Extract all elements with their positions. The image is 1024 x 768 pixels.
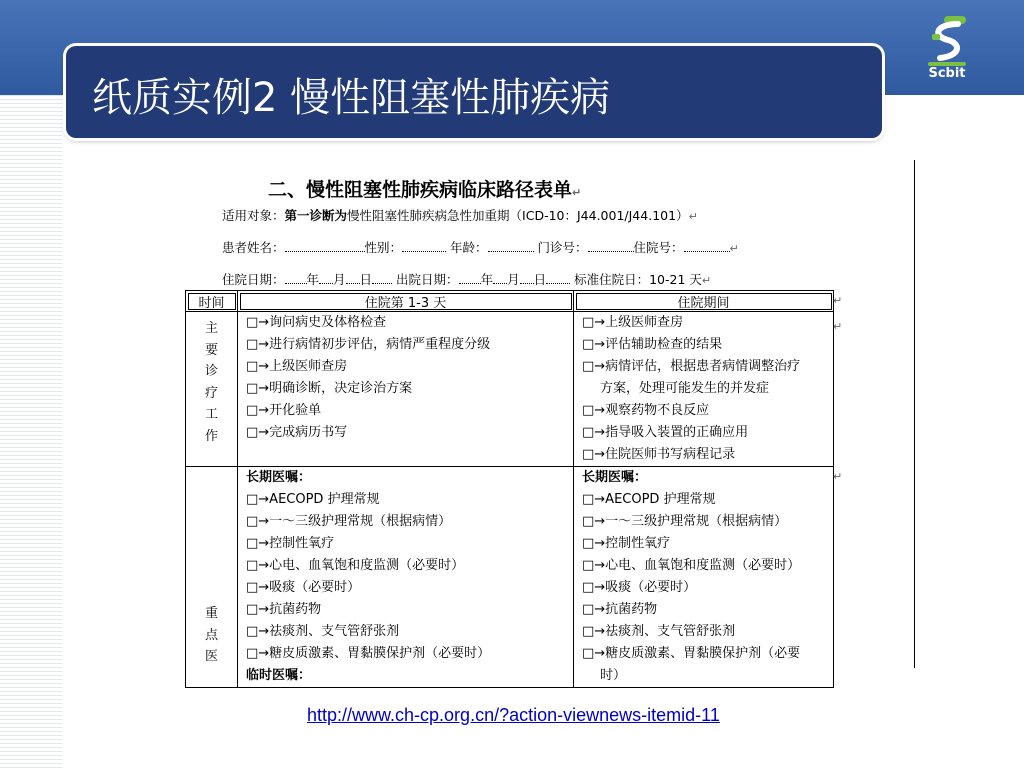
checklist-item: □→控制性氧疗 <box>246 536 335 551</box>
checklist-item: □→祛痰剂、支气管舒张剂 <box>246 624 400 639</box>
header-time: 时间 <box>186 291 238 312</box>
patient-info-line: 患者姓名： 性别： 年龄： 门诊号： 住院号： ↵ <box>222 240 739 255</box>
row-label: 重 点 医 <box>186 467 238 688</box>
orders-section-label: 长期医嘱： <box>246 470 312 485</box>
checklist-item: □→AECOPD 护理常规 <box>246 492 380 507</box>
checklist-item: □→AECOPD 护理常规 <box>582 492 716 507</box>
pathway-table <box>185 290 834 688</box>
orders-section-label: 长期医嘱： <box>582 470 648 485</box>
table-header-row <box>186 291 834 312</box>
checklist-item: □→一～三级护理常规（根据病情） <box>582 514 788 529</box>
paragraph-mark: ↵ <box>833 470 843 483</box>
checklist-item: □→控制性氧疗 <box>582 536 671 551</box>
table-row-key-orders <box>186 467 834 688</box>
table-row-main-work <box>186 312 834 467</box>
logo-mark-icon <box>918 14 976 70</box>
checklist-item: 方案，处理可能发生的并发症 <box>600 381 770 396</box>
checklist-item: □→吸痰（必要时） <box>246 580 361 595</box>
paragraph-mark: ↵ <box>833 320 843 333</box>
checklist-item: □→上级医师查房 <box>246 359 348 374</box>
checklist-item: □→抗菌药物 <box>582 602 658 617</box>
header-day-1-3: 住院第 1-3 天 <box>238 291 574 312</box>
document-heading: 二、慢性阻塞性肺疾病临床路径表单↵ <box>268 179 582 201</box>
checklist-item: □→祛痰剂、支气管舒张剂 <box>582 624 736 639</box>
checklist-item: □→询问病史及体格检查 <box>246 315 387 330</box>
checklist-item: □→上级医师查房 <box>582 315 684 330</box>
left-stripe-decoration <box>0 95 62 768</box>
row-label: 主 要 诊 疗 工 作 <box>186 312 238 467</box>
paragraph-mark: ↵ <box>833 294 843 307</box>
header-stay-period: 住院期间 <box>574 291 834 312</box>
checklist-item: □→病情评估，根据患者病情调整治疗 <box>582 359 801 374</box>
checklist-item: □→完成病历书写 <box>246 425 348 440</box>
checklist-item: □→开化验单 <box>246 403 322 418</box>
checklist-item: □→住院医师书写病程记录 <box>582 447 736 462</box>
main-work-stay <box>574 312 834 467</box>
key-orders-stay <box>574 467 834 688</box>
key-orders-day-1-3 <box>238 467 574 688</box>
checklist-item: □→明确诊断，决定诊治方案 <box>246 381 413 396</box>
date-info-line: 住院日期： 年 月 日 出院日期： 年 月 日 标准住院日：10-21 天↵ <box>222 272 712 287</box>
checklist-item: □→心电、血氧饱和度监测（必要时） <box>582 558 801 573</box>
checklist-item: □→抗菌药物 <box>246 602 322 617</box>
slide-title: 纸质实例2 慢性阻塞性肺疾病 <box>92 75 611 121</box>
checklist-item: □→一～三级护理常规（根据病情） <box>246 514 452 529</box>
checklist-item: □→观察药物不良反应 <box>582 403 710 418</box>
checklist-item: 时） <box>600 668 627 683</box>
scbit-logo <box>918 14 976 92</box>
orders-section-label: 临时医嘱： <box>246 668 312 683</box>
checklist-item: □→糖皮质激素、胃黏膜保护剂（必要 <box>582 646 801 661</box>
source-link[interactable]: http://www.ch-cp.org.cn/?action-viewnews-itemid-11 <box>307 705 720 725</box>
logo-text: Scbit <box>928 66 966 81</box>
checklist-item: □→吸痰（必要时） <box>582 580 697 595</box>
scope-line: 适用对象：第一诊断为慢性阻塞性肺疾病急性加重期（ICD-10：J44.001/J44.101）↵ <box>222 208 698 223</box>
checklist-item: □→进行病情初步评估，病情严重程度分级 <box>246 337 491 352</box>
checklist-item: □→糖皮质激素、胃黏膜保护剂（必要时） <box>246 646 491 661</box>
clinical-pathway-document <box>183 160 918 683</box>
checklist-item: □→评估辅助检查的结果 <box>582 337 723 352</box>
checklist-item: □→指导吸入装置的正确应用 <box>582 425 749 440</box>
document-edge-rule <box>914 160 915 668</box>
checklist-item: □→心电、血氧饱和度监测（必要时） <box>246 558 465 573</box>
title-box <box>66 46 882 138</box>
main-work-day-1-3 <box>238 312 574 467</box>
